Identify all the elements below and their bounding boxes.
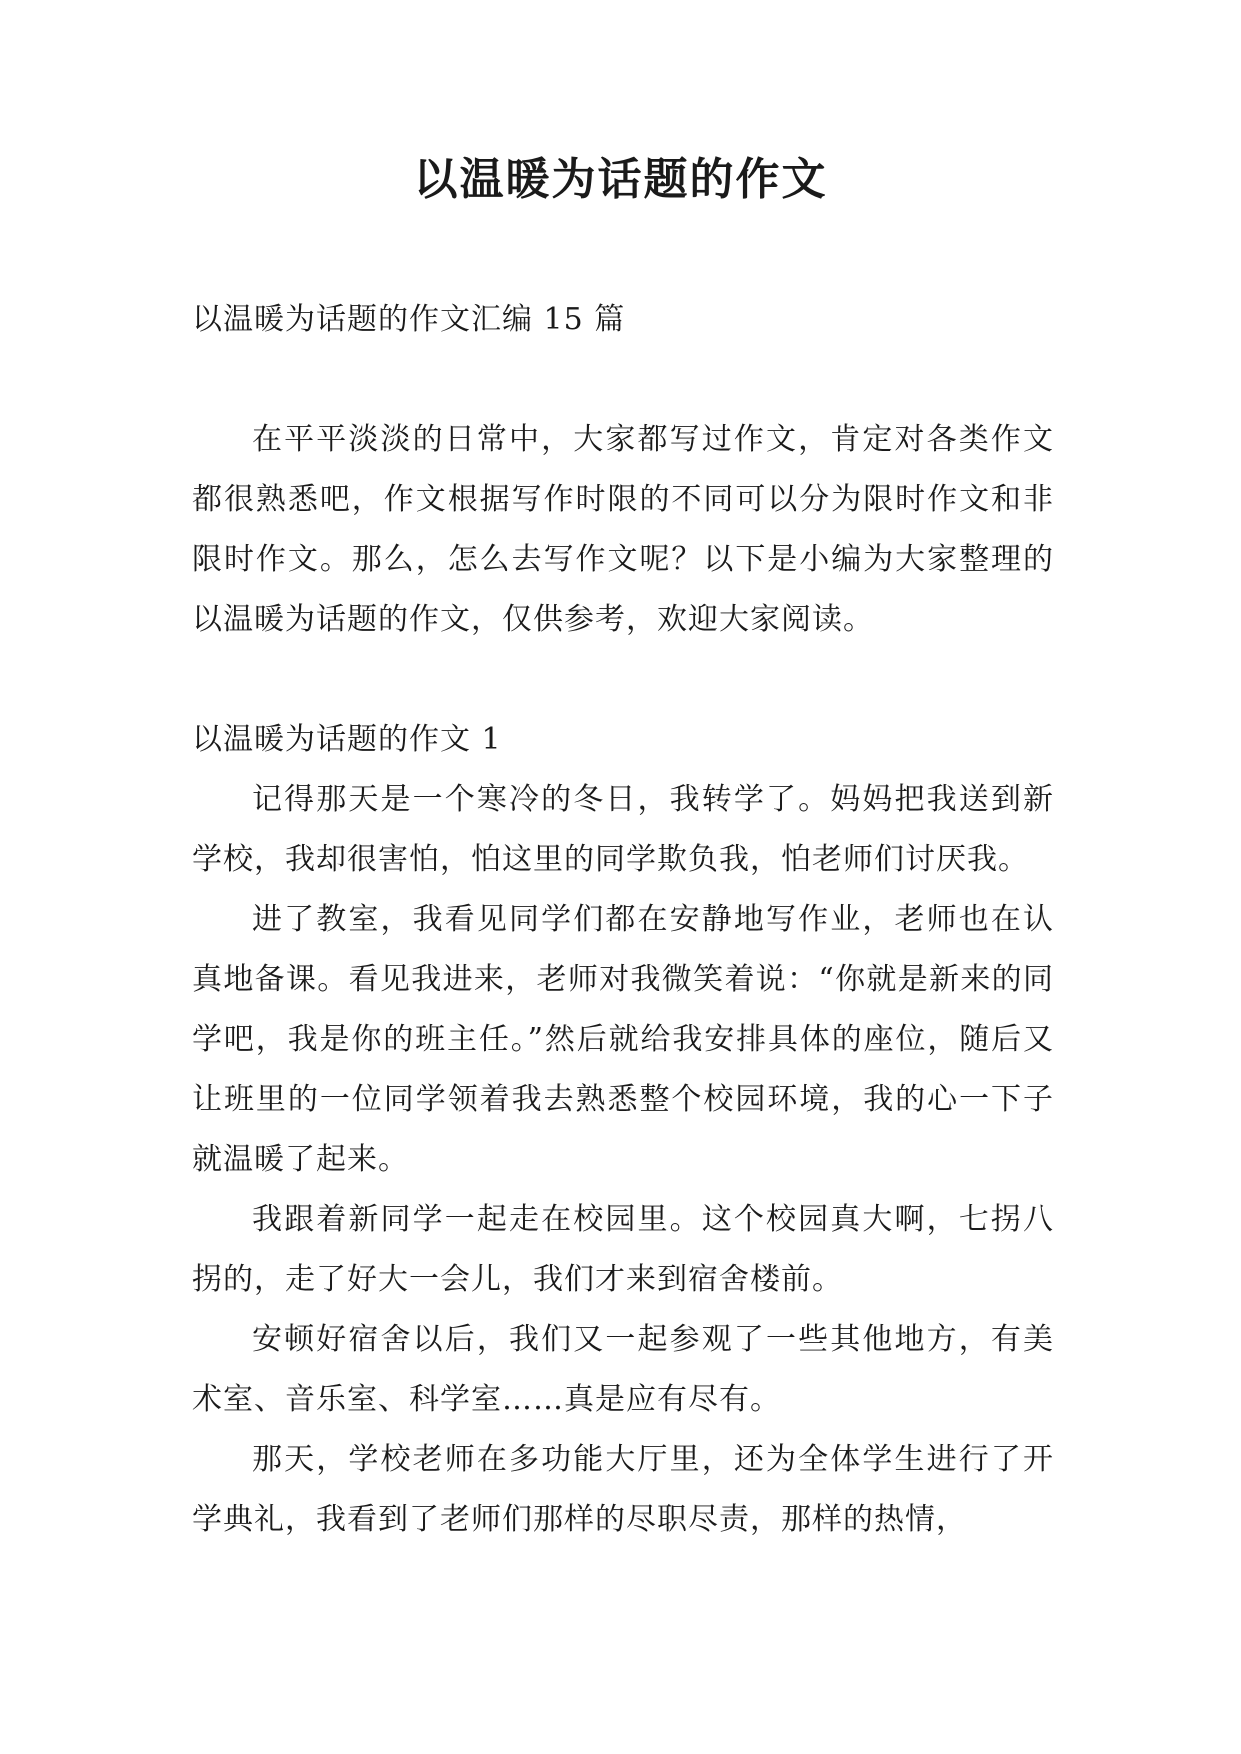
body-paragraph: 安顿好宿舍以后，我们又一起参观了一些其他地方，有美术室、音乐室、科学室……真是应有尽有。 [192,1322,1054,1417]
section-heading: 以温暖为话题的作文 1 [192,722,502,757]
intro-paragraph: 在平平淡淡的日常中，大家都写过作文，肯定对各类作文都很熟悉吧，作文根据写作时限的不同可以分为限时作文和非限时作文。那么，怎么去写作文呢？以下是小编为大家整理的以温暖为话题的作文，仅供参考，欢迎大家阅读。 [192,422,1054,637]
body-paragraph: 我跟着新同学一起走在校园里。这个校园真大啊，七拐八拐的，走了好大一会儿，我们才来到宿舍楼前。 [192,1202,1054,1297]
document-body [192,290,1054,1550]
body-paragraph: 那天，学校老师在多功能大厅里，还为全体学生进行了开学典礼，我看到了老师们那样的尽职尽责，那样的热情， [192,1442,1054,1537]
body-paragraph: 进了教室，我看见同学们都在安静地写作业，老师也在认真地备课。看见我进来，老师对我微笑着说：“你就是新来的同学吧，我是你的班主任。”然后就给我安排具体的座位，随后又让班里的一位同学领着我去熟悉整个校园环境，我的心一下子就温暖了起来。 [192,902,1054,1177]
document-subtitle: 以温暖为话题的作文汇编 15 篇 [192,302,626,337]
document-title: 以温暖为话题的作文 [413,154,828,205]
body-paragraph: 记得那天是一个寒冷的冬日，我转学了。妈妈把我送到新学校，我却很害怕，怕这里的同学欺负我，怕老师们讨厌我。 [192,782,1054,877]
